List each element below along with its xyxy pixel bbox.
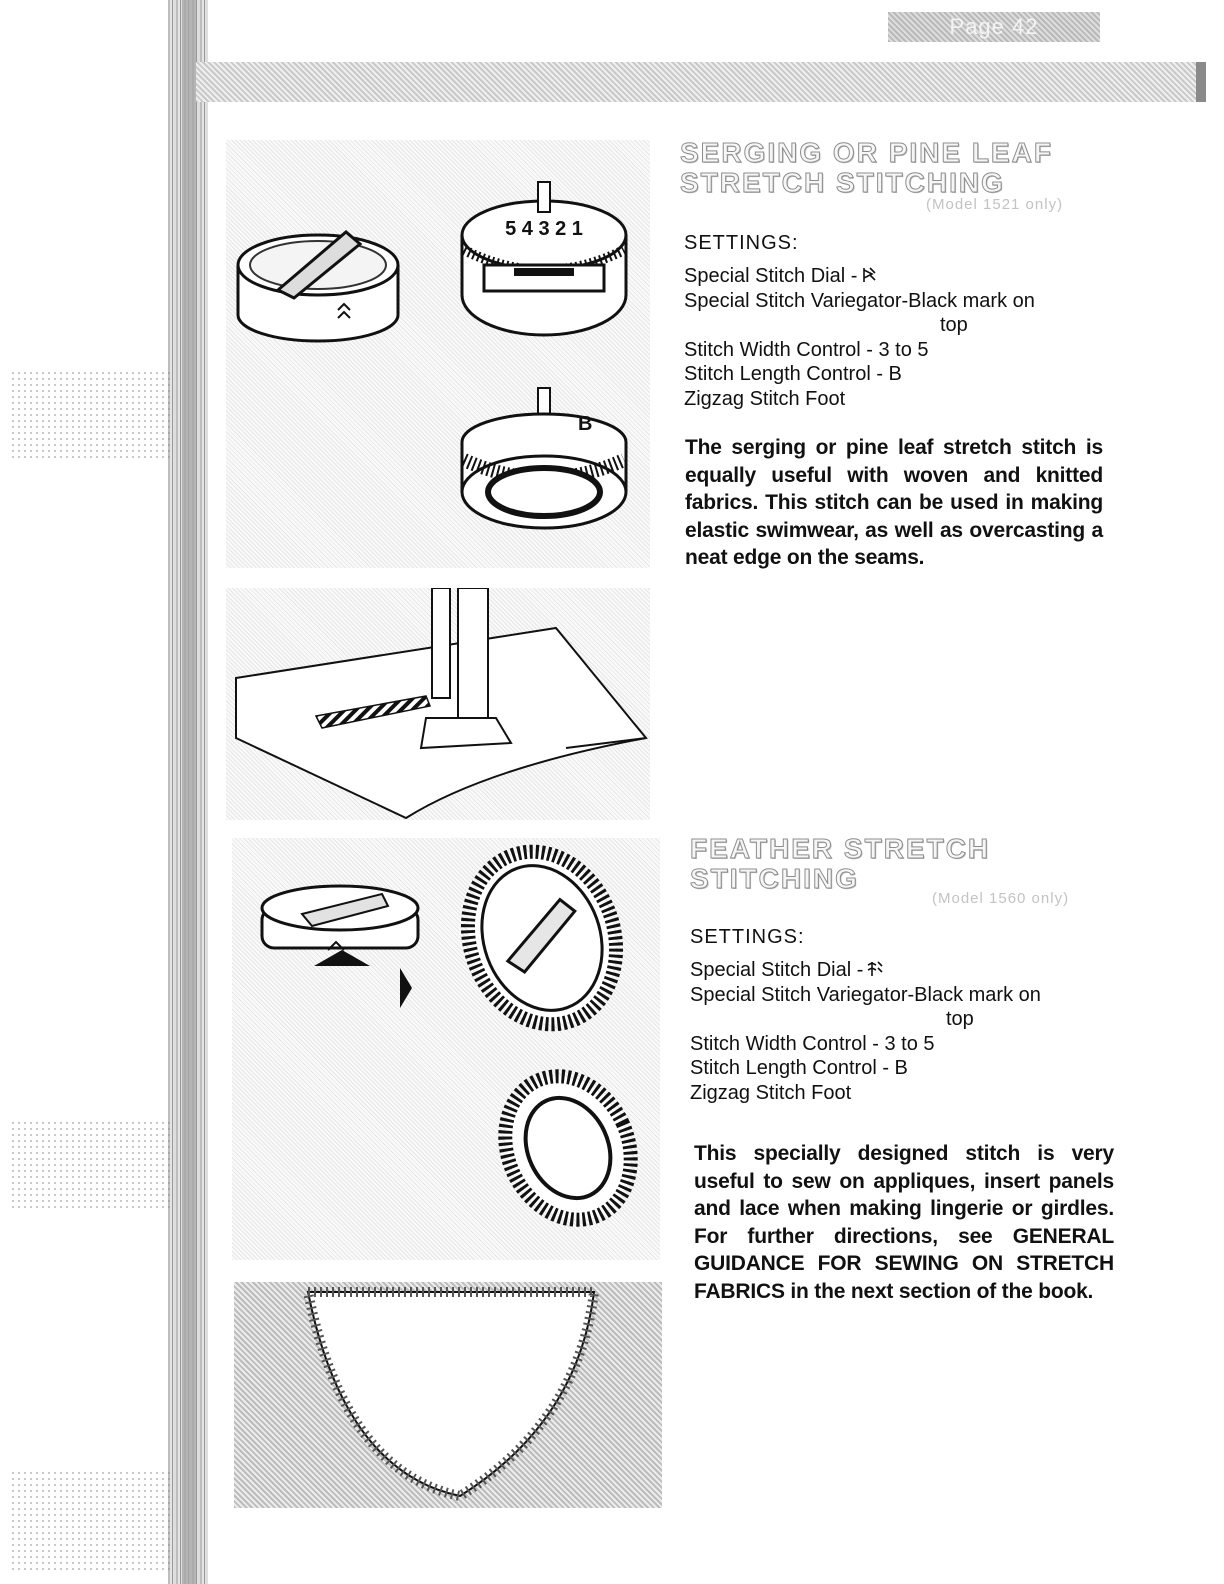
scan-noise	[10, 370, 170, 460]
feather-dial-drawing	[232, 838, 660, 1260]
width-dial-numbers: 5 4 3 2 1	[505, 218, 583, 240]
foot-setting: Zigzag Stitch Foot	[690, 1081, 852, 1104]
special-stitch-dial-icon-2	[262, 886, 418, 966]
scan-noise	[10, 1470, 170, 1570]
width-setting: Stitch Width Control - 3 to 5	[684, 338, 929, 361]
section2-settings-list	[690, 958, 1041, 1105]
settings-item	[690, 1032, 1041, 1057]
page-tab: Page 42	[888, 12, 1100, 42]
settings-item	[684, 387, 1035, 412]
swatch-drawing	[234, 1282, 662, 1508]
dial-settings-illustration-2	[232, 838, 660, 1260]
foot-setting: Zigzag Stitch Foot	[684, 387, 846, 410]
scan-noise	[10, 1120, 170, 1210]
settings-item	[684, 289, 1035, 314]
length-setting: Stitch Length Control - B	[690, 1057, 908, 1079]
settings-item	[690, 1081, 1041, 1106]
variegator-setting-cont: top	[940, 314, 968, 336]
stitch-width-dial-icon-2	[444, 838, 640, 1045]
section1-title-line1: SERGING OR PINE LEAF	[680, 137, 1053, 168]
dial-drawing	[226, 140, 650, 568]
stitch-width-dial-icon	[462, 182, 626, 335]
presser-foot-illustration	[226, 588, 650, 820]
settings-item	[690, 958, 1041, 983]
section1-model-note: (Model 1521 only)	[926, 196, 1064, 213]
variegator-setting: Special Stitch Variegator-Black mark on	[684, 289, 1035, 312]
section1-settings-heading: SETTINGS:	[684, 232, 799, 254]
special-stitch-dial-icon	[238, 232, 398, 341]
presser-foot-drawing	[226, 588, 650, 820]
section2-title-line2: STITCHING	[690, 863, 859, 894]
section1-title-line2: STRETCH STITCHING	[680, 167, 1005, 198]
length-setting: Stitch Length Control - B	[684, 363, 902, 385]
section2-title-line1: FEATHER STRETCH	[690, 833, 991, 864]
header-band	[196, 62, 1206, 102]
indicator-arrow-icon	[400, 968, 412, 1008]
settings-item	[690, 1056, 1041, 1081]
settings-item	[684, 313, 1035, 338]
feather-stitch-swatch	[234, 1282, 662, 1508]
serging-stitch-symbol-icon	[861, 266, 877, 284]
dial-settings-illustration-1	[226, 140, 650, 568]
feather-stitch-symbol-icon	[867, 960, 883, 978]
settings-item	[684, 362, 1035, 387]
settings-item	[690, 1007, 1041, 1032]
section1-settings-list	[684, 264, 1035, 411]
settings-item	[684, 264, 1035, 289]
special-stitch-dial-setting: Special Stitch Dial -	[690, 959, 864, 981]
section2-model-note: (Model 1560 only)	[932, 890, 1070, 907]
section2-settings-heading: SETTINGS:	[690, 926, 805, 948]
section1-paragraph: The serging or pine leaf stretch stitch is equally useful with woven and knitted fabrics. This stitch can be used in making elastic swimwear, as well as overcasting a neat edge on the seams.	[685, 436, 1103, 569]
stitch-length-dial-icon-2	[482, 1056, 653, 1241]
stitch-length-dial-icon	[462, 388, 626, 528]
length-dial-label: B	[578, 413, 593, 435]
settings-item	[684, 338, 1035, 363]
section2-paragraph: This specially designed stitch is very useful to sew on appliques, insert panels and lace when making lingerie or girdles. For further directions, see GENERAL GUIDANCE FOR SEWING ON STRETCH FABRICS in the next section of the book.	[694, 1142, 1114, 1303]
special-stitch-dial-setting: Special Stitch Dial -	[684, 265, 858, 287]
variegator-setting-cont: top	[946, 1008, 974, 1030]
binding-shadow	[182, 0, 196, 1584]
variegator-setting: Special Stitch Variegator-Black mark on	[690, 983, 1041, 1006]
width-setting: Stitch Width Control - 3 to 5	[690, 1032, 935, 1055]
settings-item	[690, 983, 1041, 1008]
